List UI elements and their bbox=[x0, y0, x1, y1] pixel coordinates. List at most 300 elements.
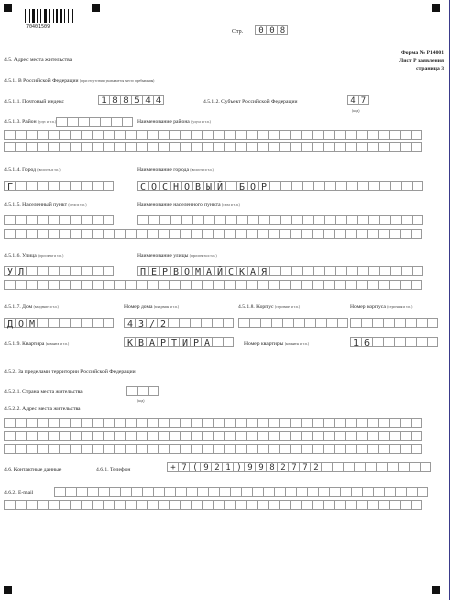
char-cell bbox=[389, 280, 400, 290]
char-cell bbox=[367, 431, 378, 441]
char-cell bbox=[389, 418, 400, 428]
char-cell bbox=[70, 280, 81, 290]
house-type-cells[interactable] bbox=[4, 318, 114, 328]
form-page-label: страница 3 bbox=[416, 66, 444, 72]
char-cell bbox=[367, 142, 378, 152]
char-cell bbox=[158, 280, 169, 290]
char-cell: 8 bbox=[120, 95, 131, 105]
char-cell bbox=[136, 418, 147, 428]
char-cell bbox=[257, 142, 268, 152]
char-cell bbox=[246, 418, 257, 428]
char-cell bbox=[379, 181, 390, 191]
char-cell bbox=[164, 487, 175, 497]
char-cell bbox=[114, 130, 125, 140]
char-cell bbox=[4, 280, 15, 290]
char-cell bbox=[213, 142, 224, 152]
char-cell bbox=[389, 229, 400, 239]
barcode-number: 70401509 bbox=[26, 24, 51, 30]
char-cell bbox=[291, 266, 302, 276]
char-cell bbox=[223, 318, 234, 328]
char-cell bbox=[235, 229, 246, 239]
char-cell bbox=[323, 280, 334, 290]
char-cell bbox=[249, 318, 260, 328]
char-cell bbox=[378, 130, 389, 140]
char-cell bbox=[180, 142, 191, 152]
char-cell bbox=[59, 318, 70, 328]
char-cell: 0 bbox=[255, 25, 266, 35]
corner-marker-top-left bbox=[4, 4, 12, 12]
char-cell bbox=[323, 418, 334, 428]
char-cell: 7 bbox=[288, 462, 299, 472]
char-cell bbox=[4, 500, 15, 510]
char-cell: К bbox=[124, 337, 135, 347]
char-cell bbox=[247, 215, 258, 225]
char-cell bbox=[224, 418, 235, 428]
locality-type-cells[interactable] bbox=[4, 215, 114, 225]
char-cell bbox=[103, 142, 114, 152]
char-cell bbox=[202, 142, 213, 152]
char-cell bbox=[158, 500, 169, 510]
char-cell bbox=[59, 418, 70, 428]
char-cell bbox=[367, 229, 378, 239]
char-cell bbox=[268, 130, 279, 140]
char-cell: 8 bbox=[277, 25, 288, 35]
char-cell bbox=[389, 500, 400, 510]
email-row-2[interactable] bbox=[4, 500, 422, 510]
char-cell bbox=[153, 487, 164, 497]
char-cell bbox=[411, 229, 422, 239]
char-cell bbox=[235, 444, 246, 454]
char-cell bbox=[4, 130, 15, 140]
char-cell bbox=[326, 318, 337, 328]
char-cell bbox=[158, 431, 169, 441]
country-code-cells[interactable] bbox=[126, 386, 159, 396]
char-cell bbox=[59, 500, 70, 510]
char-cell bbox=[345, 130, 356, 140]
char-cell bbox=[70, 181, 81, 191]
email-row-1[interactable] bbox=[54, 487, 428, 497]
char-cell bbox=[332, 462, 343, 472]
char-cell bbox=[376, 462, 387, 472]
char-cell bbox=[15, 142, 26, 152]
char-cell bbox=[103, 130, 114, 140]
char-cell bbox=[92, 142, 103, 152]
flat-type-cells[interactable] bbox=[124, 337, 234, 347]
char-cell bbox=[81, 229, 92, 239]
char-cell bbox=[406, 487, 417, 497]
char-cell bbox=[356, 444, 367, 454]
char-cell bbox=[398, 462, 409, 472]
char-cell bbox=[37, 181, 48, 191]
char-cell: 2 bbox=[310, 462, 321, 472]
char-cell bbox=[312, 418, 323, 428]
char-cell bbox=[235, 130, 246, 140]
char-cell bbox=[235, 431, 246, 441]
char-cell bbox=[219, 487, 230, 497]
char-cell bbox=[282, 318, 293, 328]
char-cell bbox=[257, 431, 268, 441]
char-cell bbox=[202, 229, 213, 239]
char-cell: Р bbox=[258, 181, 269, 191]
house-number-label: Номер дома (владения и т.п.) bbox=[124, 304, 179, 310]
char-cell bbox=[334, 130, 345, 140]
char-cell: 8 bbox=[266, 462, 277, 472]
city-label: 4.5.1.4. Город (волость и т.п.) bbox=[4, 167, 61, 173]
char-cell bbox=[368, 215, 379, 225]
char-cell bbox=[98, 487, 109, 497]
char-cell: О bbox=[247, 181, 258, 191]
char-cell bbox=[59, 130, 70, 140]
char-cell bbox=[257, 444, 268, 454]
char-cell bbox=[125, 142, 136, 152]
char-cell bbox=[390, 215, 401, 225]
char-cell bbox=[181, 215, 192, 225]
char-cell bbox=[125, 418, 136, 428]
char-cell bbox=[26, 280, 37, 290]
char-cell bbox=[312, 444, 323, 454]
char-cell bbox=[65, 487, 76, 497]
char-cell bbox=[137, 215, 148, 225]
char-cell bbox=[224, 229, 235, 239]
city-type-cells[interactable] bbox=[4, 181, 114, 191]
char-cell bbox=[312, 500, 323, 510]
char-cell bbox=[48, 418, 59, 428]
char-cell bbox=[136, 142, 147, 152]
char-cell bbox=[114, 431, 125, 441]
char-cell bbox=[257, 418, 268, 428]
char-cell bbox=[59, 431, 70, 441]
char-cell bbox=[246, 142, 257, 152]
char-cell bbox=[70, 418, 81, 428]
char-cell bbox=[365, 462, 376, 472]
city-name-cells[interactable] bbox=[137, 181, 423, 191]
char-cell bbox=[409, 462, 420, 472]
foreign-address-row-2[interactable] bbox=[4, 431, 422, 441]
char-cell bbox=[257, 500, 268, 510]
char-cell bbox=[148, 215, 159, 225]
char-cell: К bbox=[236, 266, 247, 276]
char-cell bbox=[114, 229, 125, 239]
char-cell bbox=[312, 431, 323, 441]
char-cell bbox=[70, 266, 81, 276]
char-cell bbox=[147, 418, 158, 428]
char-cell bbox=[158, 444, 169, 454]
char-cell bbox=[246, 280, 257, 290]
postal-code-label: 4.5.1.1. Почтовый индекс bbox=[4, 99, 65, 105]
subject-code-cells[interactable] bbox=[347, 95, 369, 105]
char-cell bbox=[279, 229, 290, 239]
char-cell bbox=[92, 130, 103, 140]
char-cell bbox=[191, 418, 202, 428]
char-cell bbox=[367, 130, 378, 140]
corner-marker-bottom-right bbox=[432, 586, 440, 594]
char-cell bbox=[351, 487, 362, 497]
char-cell: Н bbox=[170, 181, 181, 191]
char-cell bbox=[15, 181, 26, 191]
char-cell bbox=[334, 500, 345, 510]
char-cell bbox=[335, 266, 346, 276]
char-cell bbox=[224, 280, 235, 290]
country-code-note: (код) bbox=[137, 399, 145, 403]
char-cell bbox=[169, 431, 180, 441]
char-cell bbox=[109, 487, 120, 497]
char-cell bbox=[92, 318, 103, 328]
char-cell bbox=[390, 181, 401, 191]
char-cell bbox=[48, 500, 59, 510]
section-address-title: 4.5. Адрес места жительства bbox=[4, 57, 73, 63]
char-cell bbox=[279, 444, 290, 454]
char-cell bbox=[346, 181, 357, 191]
char-cell bbox=[412, 215, 423, 225]
char-cell bbox=[37, 500, 48, 510]
char-cell bbox=[208, 487, 219, 497]
char-cell: Й bbox=[214, 266, 225, 276]
char-cell bbox=[246, 130, 257, 140]
foreign-address-row-1[interactable] bbox=[4, 418, 422, 428]
char-cell bbox=[180, 130, 191, 140]
char-cell bbox=[356, 431, 367, 441]
char-cell bbox=[357, 215, 368, 225]
char-cell bbox=[312, 280, 323, 290]
char-cell bbox=[70, 444, 81, 454]
char-cell bbox=[48, 431, 59, 441]
page-number-label: Стр. bbox=[232, 29, 244, 35]
char-cell: П bbox=[137, 266, 148, 276]
char-cell bbox=[26, 500, 37, 510]
char-cell bbox=[175, 487, 186, 497]
char-cell bbox=[100, 117, 111, 127]
char-cell bbox=[378, 444, 389, 454]
char-cell bbox=[378, 142, 389, 152]
char-cell bbox=[197, 487, 208, 497]
char-cell bbox=[224, 500, 235, 510]
char-cell: Д bbox=[4, 318, 15, 328]
char-cell bbox=[190, 318, 201, 328]
locality-name-row-2[interactable] bbox=[4, 229, 422, 239]
char-cell bbox=[48, 318, 59, 328]
char-cell bbox=[136, 280, 147, 290]
char-cell bbox=[235, 418, 246, 428]
street-name-row-2[interactable] bbox=[4, 280, 422, 290]
subject-label: 4.5.1.2. Субъект Российской Федерации bbox=[203, 99, 298, 105]
char-cell bbox=[169, 500, 180, 510]
char-cell bbox=[356, 418, 367, 428]
char-cell bbox=[81, 280, 92, 290]
char-cell bbox=[301, 500, 312, 510]
char-cell bbox=[136, 500, 147, 510]
char-cell bbox=[238, 318, 249, 328]
char-cell bbox=[400, 130, 411, 140]
char-cell bbox=[15, 280, 26, 290]
char-cell bbox=[126, 386, 137, 396]
char-cell bbox=[379, 266, 390, 276]
char-cell bbox=[81, 142, 92, 152]
barcode-bar bbox=[32, 9, 35, 23]
char-cell bbox=[48, 280, 59, 290]
char-cell bbox=[179, 318, 190, 328]
char-cell bbox=[367, 280, 378, 290]
subject-code-note: (код) bbox=[352, 109, 360, 113]
char-cell bbox=[131, 487, 142, 497]
char-cell bbox=[356, 500, 367, 510]
house-number-cells[interactable] bbox=[124, 318, 234, 328]
char-cell bbox=[235, 280, 246, 290]
char-cell bbox=[213, 444, 224, 454]
char-cell bbox=[223, 337, 234, 347]
char-cell bbox=[136, 444, 147, 454]
char-cell bbox=[202, 500, 213, 510]
street-name-label: Наименование улицы (проспекта и т.п.) bbox=[137, 253, 217, 259]
char-cell bbox=[368, 181, 379, 191]
char-cell: ) bbox=[233, 462, 244, 472]
char-cell bbox=[224, 431, 235, 441]
char-cell bbox=[4, 142, 15, 152]
locality-label: 4.5.1.5. Населенный пункт (село и т.п.) bbox=[4, 202, 87, 208]
char-cell bbox=[269, 266, 280, 276]
char-cell bbox=[323, 229, 334, 239]
char-cell bbox=[37, 431, 48, 441]
char-cell bbox=[285, 487, 296, 497]
char-cell bbox=[191, 431, 202, 441]
char-cell: 9 bbox=[244, 462, 255, 472]
char-cell bbox=[142, 487, 153, 497]
char-cell bbox=[357, 266, 368, 276]
char-cell bbox=[4, 418, 15, 428]
char-cell: + bbox=[167, 462, 178, 472]
char-cell bbox=[279, 130, 290, 140]
char-cell bbox=[257, 229, 268, 239]
char-cell bbox=[357, 181, 368, 191]
postal-code-cells[interactable] bbox=[98, 95, 164, 105]
district-name-row-2[interactable] bbox=[4, 142, 422, 152]
street-type-cells[interactable] bbox=[4, 266, 114, 276]
char-cell: В bbox=[192, 181, 203, 191]
char-cell bbox=[4, 215, 15, 225]
char-cell bbox=[411, 142, 422, 152]
char-cell bbox=[323, 431, 334, 441]
char-cell bbox=[372, 318, 383, 328]
char-cell: 4 bbox=[153, 95, 164, 105]
char-cell: 5 bbox=[131, 95, 142, 105]
char-cell bbox=[170, 215, 181, 225]
char-cell bbox=[103, 215, 114, 225]
char-cell bbox=[334, 418, 345, 428]
char-cell bbox=[345, 431, 356, 441]
char-cell bbox=[324, 215, 335, 225]
char-cell bbox=[290, 130, 301, 140]
char-cell bbox=[280, 266, 291, 276]
char-cell bbox=[324, 266, 335, 276]
char-cell bbox=[400, 418, 411, 428]
char-cell: Р bbox=[159, 266, 170, 276]
char-cell bbox=[37, 229, 48, 239]
korpus-type-cells[interactable] bbox=[238, 318, 348, 328]
char-cell bbox=[400, 500, 411, 510]
barcode-bar bbox=[72, 9, 73, 23]
char-cell bbox=[379, 215, 390, 225]
char-cell bbox=[378, 418, 389, 428]
section-abroad-title: 4.5.2. За пределами территории Российской Федерации bbox=[4, 369, 136, 375]
char-cell bbox=[103, 280, 114, 290]
char-cell: Е bbox=[148, 266, 159, 276]
char-cell bbox=[59, 444, 70, 454]
char-cell: 7 bbox=[178, 462, 189, 472]
char-cell bbox=[125, 280, 136, 290]
korpus-label: 4.5.1.8. Корпус (строение и т.п.) bbox=[238, 304, 300, 310]
barcode-bar bbox=[44, 9, 47, 23]
char-cell bbox=[279, 142, 290, 152]
barcode-bar bbox=[60, 9, 63, 23]
korpus-number-cells[interactable] bbox=[350, 318, 438, 328]
locality-name-row-1[interactable] bbox=[137, 215, 423, 225]
district-label: 4.5.1.3. Район (улус и т.п.) bbox=[4, 119, 56, 125]
char-cell bbox=[37, 280, 48, 290]
char-cell bbox=[136, 130, 147, 140]
char-cell bbox=[367, 418, 378, 428]
char-cell bbox=[186, 487, 197, 497]
char-cell bbox=[235, 500, 246, 510]
char-cell bbox=[412, 181, 423, 191]
char-cell bbox=[103, 418, 114, 428]
street-label: 4.5.1.6. Улица (проспект и т.п.) bbox=[4, 253, 64, 259]
char-cell: А bbox=[146, 337, 157, 347]
locality-name-label: Наименование населенного пункта (села и т.п.) bbox=[137, 202, 240, 208]
char-cell bbox=[362, 487, 373, 497]
char-cell bbox=[81, 500, 92, 510]
char-cell bbox=[202, 431, 213, 441]
char-cell bbox=[323, 142, 334, 152]
char-cell bbox=[180, 418, 191, 428]
char-cell bbox=[246, 229, 257, 239]
char-cell bbox=[301, 431, 312, 441]
char-cell bbox=[279, 418, 290, 428]
char-cell bbox=[180, 500, 191, 510]
char-cell: 7 bbox=[299, 462, 310, 472]
char-cell bbox=[296, 487, 307, 497]
char-cell bbox=[48, 444, 59, 454]
char-cell bbox=[137, 386, 148, 396]
char-cell bbox=[147, 280, 158, 290]
char-cell bbox=[401, 266, 412, 276]
korpus-number-label: Номер корпуса (строения и т.п.) bbox=[350, 304, 413, 310]
street-name-cells[interactable] bbox=[137, 266, 423, 276]
char-cell bbox=[313, 181, 324, 191]
char-cell bbox=[334, 444, 345, 454]
char-cell: Б bbox=[236, 181, 247, 191]
char-cell bbox=[180, 229, 191, 239]
char-cell bbox=[302, 215, 313, 225]
char-cell bbox=[92, 444, 103, 454]
district-name-row-1[interactable] bbox=[4, 130, 422, 140]
char-cell bbox=[290, 418, 301, 428]
char-cell bbox=[202, 444, 213, 454]
char-cell bbox=[92, 431, 103, 441]
char-cell bbox=[103, 444, 114, 454]
char-cell bbox=[48, 130, 59, 140]
char-cell: 2 bbox=[277, 462, 288, 472]
char-cell bbox=[81, 130, 92, 140]
district-type-cells[interactable] bbox=[56, 117, 133, 127]
char-cell bbox=[81, 431, 92, 441]
char-cell bbox=[26, 266, 37, 276]
char-cell bbox=[301, 418, 312, 428]
char-cell bbox=[26, 130, 37, 140]
char-cell bbox=[147, 130, 158, 140]
flat-number-cells[interactable] bbox=[350, 337, 438, 347]
char-cell bbox=[4, 431, 15, 441]
phone-cells[interactable] bbox=[167, 462, 431, 472]
foreign-address-row-3[interactable] bbox=[4, 444, 422, 454]
